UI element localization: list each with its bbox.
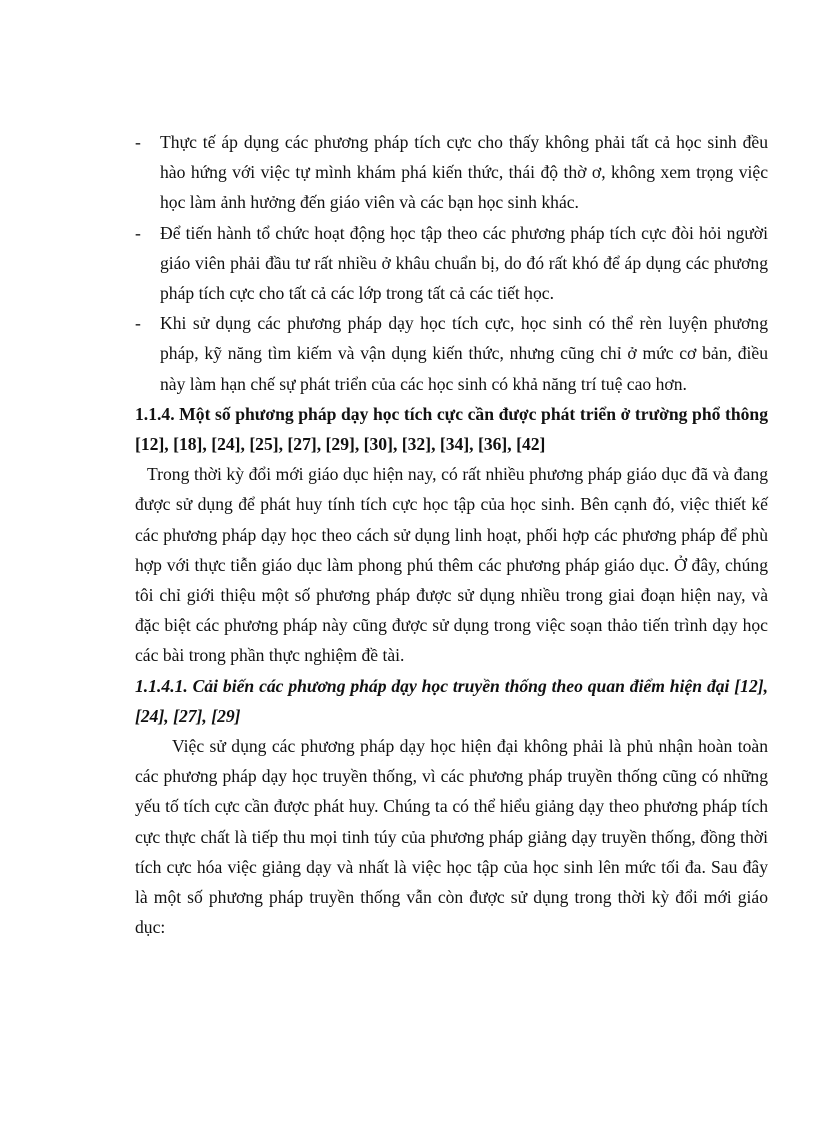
bullet-text: Để tiến hành tổ chức hoạt động học tập theo các phương pháp tích cực đòi hỏi người giáo viên phải đầu tư rất nhiều ở khâu chuẩn bị, do đó rất khó để áp dụng các phương pháp tích cực cho tất cả các lớp trong tất cả các tiết học. bbox=[160, 222, 768, 304]
subsection-heading: 1.1.4.1. Cải biến các phương pháp dạy học truyền thống theo quan điểm hiện đại [12], [24], [27], [29] bbox=[135, 675, 768, 726]
bullet-marker: - bbox=[135, 222, 141, 243]
bullet-marker: - bbox=[135, 313, 141, 334]
bullet-marker: - bbox=[135, 132, 141, 152]
section-heading: 1.1.4. Một số phương pháp dạy học tích cực cần được phát triển ở trường phổ thông [12], [18], [24], [25], [27], [29], [30], [32], [34], [36], [42] bbox=[135, 403, 768, 455]
section-paragraph: Trong thời kỳ đổi mới giáo dục hiện nay, có rất nhiều phương pháp giáo dục đã và đang được sử dụng để phát huy tính tích cực học tập của học sinh. Bên cạnh đó, việc thiết kế các phương pháp dạy học theo cách sử dụng linh hoạt, phối hợp các phương pháp để phù hợp với thực tiễn giáo dục làm phong phú thêm các phương pháp giáo dục. Ở đây, chúng tôi chỉ giới thiệu một số phương pháp được sử dụng nhiều trong giai đoạn hiện nay, và đặc biệt các phương pháp này cũng được sử dụng trong việc soạn thảo tiến trình dạy học các bài trong phần thực nghiệm đề tài. bbox=[135, 464, 768, 666]
subsection-paragraph: Việc sử dụng các phương pháp dạy học hiện đại không phải là phủ nhận hoàn toàn các phương pháp dạy học truyền thống, vì các phương pháp truyền thống cũng có những yếu tố tích cực cần được phát huy. Chúng ta có thể hiểu giảng dạy theo phương pháp tích cực thực chất là tiếp thu mọi tinh túy của phương pháp giảng dạy truyền thống, đồng thời tích cực hóa việc giảng dạy và nhất là việc học tập của học sinh lên mức tối đa. Sau đây là một số phương pháp truyền thống vẫn còn được sử dụng trong thời kỳ đổi mới giáo dục: bbox=[135, 736, 768, 938]
bullet-text: Thực tế áp dụng các phương pháp tích cực cho thấy không phải tất cả học sinh đều hào hứng với việc tự mình khám phá kiến thức, thái độ thờ ơ, không xem trọng việc học làm ảnh hưởng đến giáo viên và các bạn học sinh khác. bbox=[160, 132, 768, 213]
bullet-item-1 bbox=[135, 127, 768, 218]
bullet-text: Khi sử dụng các phương pháp dạy học tích cực, học sinh có thể rèn luyện phương pháp, kỹ năng tìm kiếm và vận dụng kiến thức, nhưng cũng chỉ ở mức cơ bản, điều này làm hạn chế sự phát triển của các học sinh có khả năng trí tuệ cao hơn. bbox=[160, 313, 768, 394]
bullet-item-3 bbox=[135, 308, 768, 399]
bullet-item-2 bbox=[135, 218, 768, 309]
page-content bbox=[135, 127, 768, 942]
